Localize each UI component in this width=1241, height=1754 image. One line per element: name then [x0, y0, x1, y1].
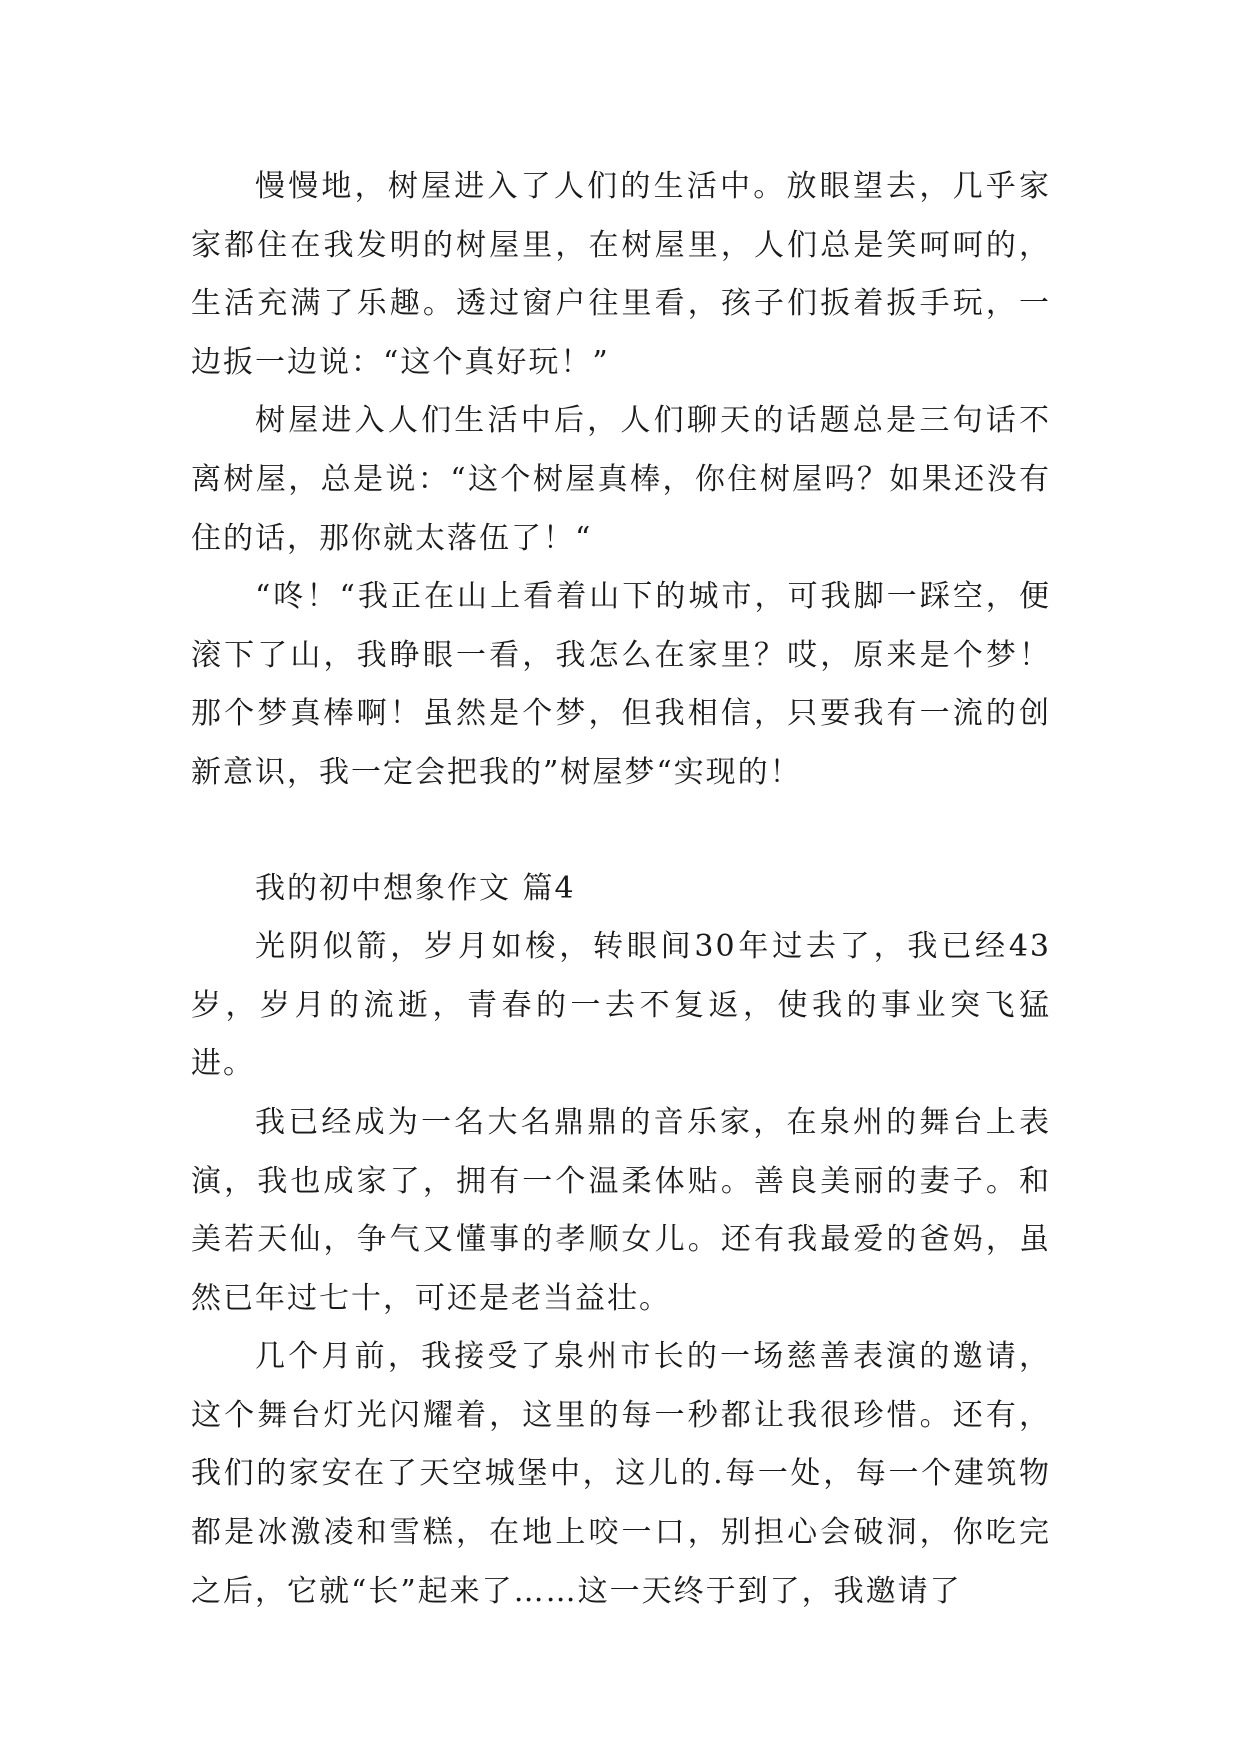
document-body: [191, 158, 1051, 1621]
paragraph: “咚！“我正在山上看着山下的城市，可我脚一踩空，便滚下了山，我睁眼一看，我怎么在家里？哎，原来是个梦！那个梦真棒啊！虽然是个梦，但我相信，只要我有一流的创新意识，我一定会把我的”树屋梦“实现的！: [191, 579, 1051, 790]
paragraph: 慢慢地，树屋进入了人们的生活中。放眼望去，几乎家家都住在我发明的树屋里，在树屋里，人们总是笑呵呵的，生活充满了乐趣。透过窗户往里看，孩子们扳着扳手玩，一边扳一边说：“这个真好玩！”: [191, 169, 1051, 380]
section-spacer: [191, 803, 1051, 860]
paragraph: 我已经成为一名大名鼎鼎的音乐家，在泉州的舞台上表演，我也成家了，拥有一个温柔体贴。善良美丽的妻子。和美若天仙，争气又懂事的孝顺女儿。还有我最爱的爸妈，虽然已年过七十，可还是老当益壮。: [191, 1104, 1051, 1316]
paragraph: 几个月前，我接受了泉州市长的一场慈善表演的邀请，这个舞台灯光闪耀着，这里的每一秒都让我很珍惜。还有，我们的家安在了天空城堡中，这儿的.每一处，每一个建筑物都是冰激凌和雪糕，在地上咬一口，别担心会破洞，你吃完之后，它就“长”起来了……这一天终于到了，我邀请了: [191, 1339, 1051, 1609]
paragraph: 光阴似箭，岁月如梭，转眼间30年过去了，我已经43岁，岁月的流逝，青春的一去不复返，使我的事业突飞猛进。: [191, 929, 1051, 1082]
paragraph: 树屋进入人们生活中后，人们聊天的话题总是三句话不离树屋，总是说：“这个树屋真棒，你住树屋吗？如果还没有住的话，那你就太落伍了！“: [191, 403, 1051, 556]
section-heading: 我的初中想象作文 篇4: [255, 870, 576, 906]
